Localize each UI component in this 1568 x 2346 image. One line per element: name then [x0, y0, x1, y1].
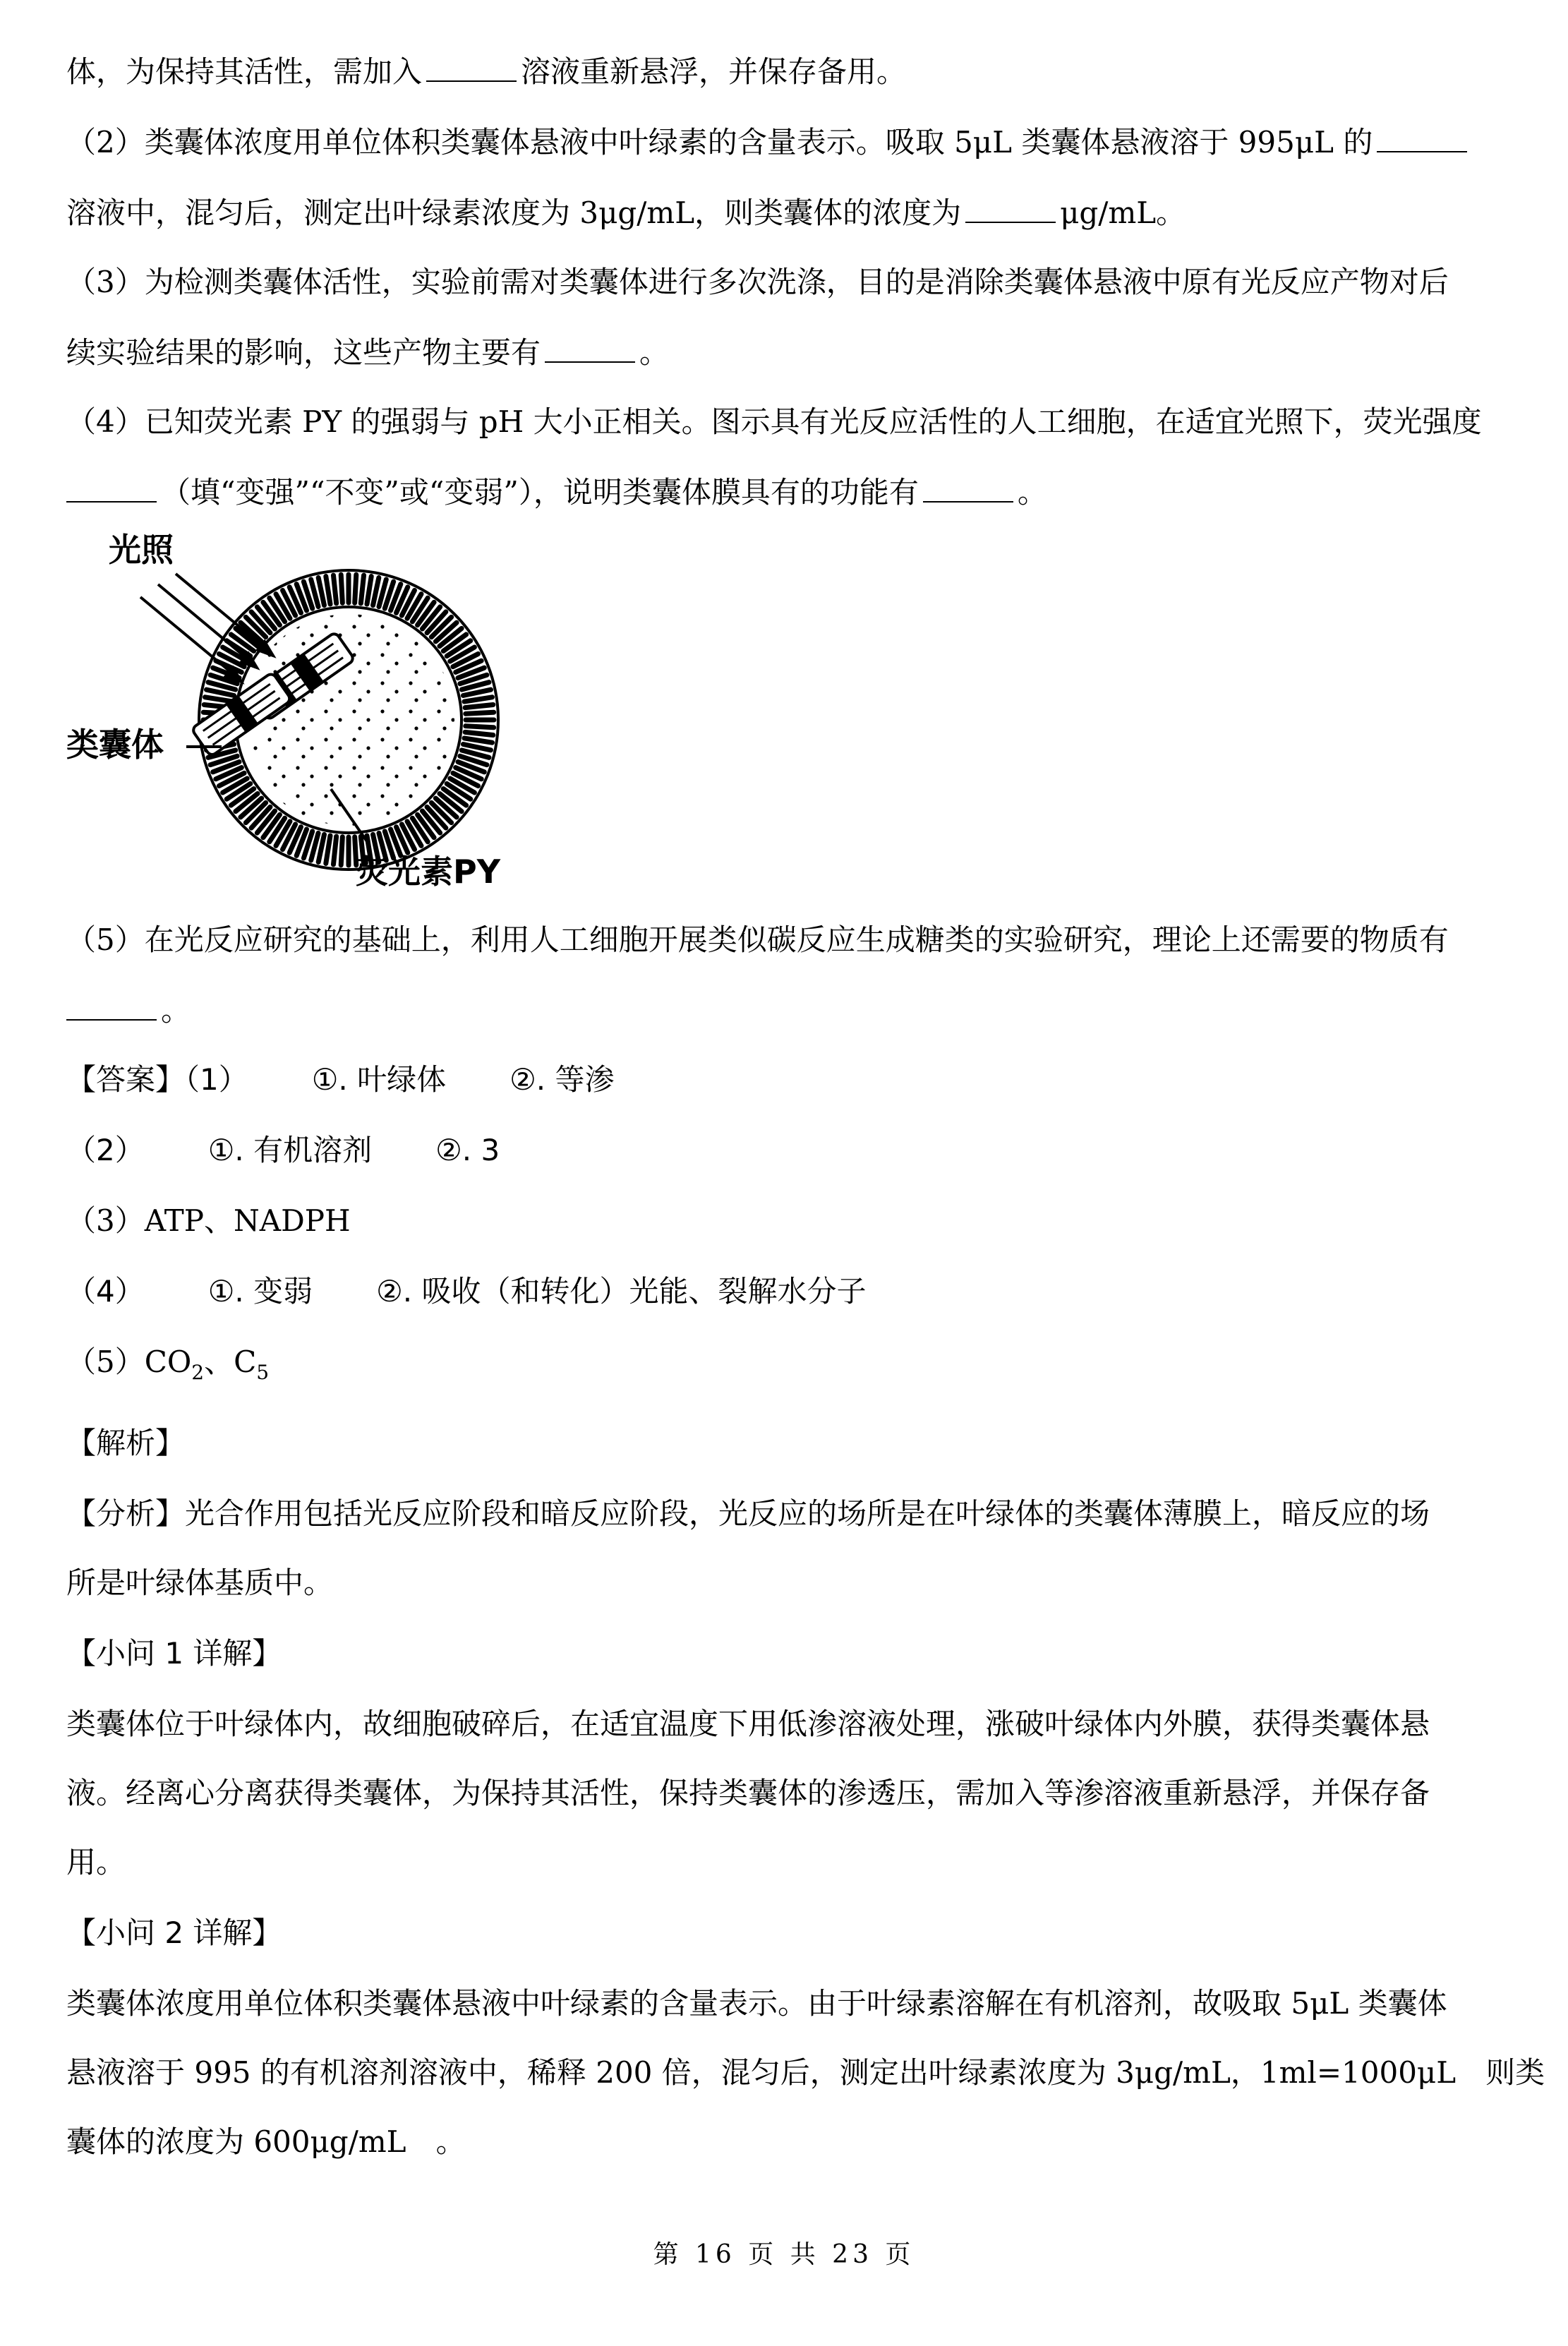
- subscript: 5: [256, 1361, 270, 1384]
- lipid-stroke: [464, 697, 493, 702]
- lipid-stroke: [326, 836, 330, 864]
- q1-continuation: [66, 49, 1506, 93]
- q4-line-2: [66, 470, 1506, 514]
- text-span: 。: [161, 993, 191, 1028]
- analysis-line: 用。: [66, 1845, 126, 1879]
- analysis-line: 【分析】光合作用包括光反应阶段和暗反应阶段，光反应的场所是在叶绿体的类囊体薄膜上，暗反应的场: [66, 1496, 1430, 1531]
- lipid-stroke: [466, 712, 494, 714]
- text-span: ①. 叶绿体: [311, 1062, 447, 1097]
- text-span: （填“变强”“不变”或“变弱”），说明类囊体膜具有的功能有: [161, 475, 919, 510]
- answer-line-2: [66, 1129, 1506, 1172]
- document-page: [66, 49, 1545, 2163]
- text-span: ①. 有机溶剂: [207, 1133, 373, 1167]
- answer-line-3: （3）ATP、NADPH: [66, 1203, 351, 1238]
- sub1-heading: 【小问 1 详解】: [66, 1636, 282, 1671]
- analysis-line: 液。经离心分离获得类囊体，为保持其活性，保持类囊体的渗透压，需加入等渗溶液重新悬浮，并保存备: [66, 1776, 1430, 1810]
- analysis-line: 类囊体浓度用单位体积类囊体悬液中叶绿素的含量表示。由于叶绿素溶解在有机溶剂，故吸取 5μL 类囊体: [66, 1986, 1447, 2021]
- lipid-stroke: [466, 726, 494, 728]
- analysis-line: 类囊体位于叶绿体内，故细胞破碎后，在适宜温度下用低渗溶液处理，涨破叶绿体内外膜，获得类囊体悬: [66, 1707, 1430, 1741]
- text-span: ①. 变弱: [207, 1274, 313, 1309]
- answer-blank: [545, 330, 635, 363]
- analysis-line: 囊体的浓度为 600μg/mL 。: [66, 2124, 466, 2159]
- answer-blank: [426, 49, 517, 82]
- answer-blank: [66, 988, 157, 1021]
- text-span: 体，为保持其活性，需加入: [66, 54, 423, 89]
- subscript: 2: [191, 1361, 205, 1384]
- analysis-line: 悬液溶于 995 的有机溶剂溶液中，稀释 200 倍，混匀后，测定出叶绿素浓度为 3μg/mL，1ml=1000μL 则类: [66, 2055, 1545, 2090]
- q5-line-1: （5）在光反应研究的基础上，利用人工细胞开展类似碳反应生成糖类的实验研究，理论上还需要的物质有: [66, 922, 1449, 957]
- thylakoid-label: 类囊体: [66, 726, 164, 764]
- answer-blank: [66, 470, 157, 503]
- text-span: μg/mL。: [1060, 196, 1186, 230]
- text-span: 、C: [204, 1345, 257, 1379]
- lipid-stroke: [326, 577, 330, 605]
- fluorescein-dots: [243, 614, 454, 826]
- q4-line-1: （4）已知荧光素 PY 的强弱与 pH 大小正相关。图示具有光反应活性的人工细胞，在适宜光照下，荧光强度: [66, 404, 1482, 439]
- text-span: （4）: [66, 1274, 145, 1309]
- lipid-stroke: [464, 738, 493, 742]
- q3-line-1: （3）为检测类囊体活性，实验前需对类囊体进行多次洗涤，目的是消除类囊体悬液中原有光反应产物对后: [66, 265, 1449, 299]
- answer-line-5: [66, 1341, 1506, 1394]
- page-footer: 第 16 页 共 23 页: [653, 2240, 915, 2269]
- answer-blank: [965, 191, 1056, 223]
- answer-blank: [1377, 120, 1467, 152]
- text-span: 续实验结果的影响，这些产物主要有: [66, 335, 541, 370]
- text-span: 溶液重新悬浮，并保存备用。: [521, 54, 907, 89]
- lipid-stroke: [355, 575, 356, 603]
- text-span: 。: [1017, 475, 1047, 510]
- fluorescein-label: 荧光素PY: [356, 853, 501, 891]
- lipid-stroke: [367, 577, 371, 605]
- answer-heading: 【答案】（1）: [66, 1062, 248, 1097]
- answer-line-1: [66, 1059, 1506, 1101]
- text-span: 。: [639, 335, 670, 370]
- lipid-stroke: [341, 837, 342, 865]
- lipid-stroke: [465, 732, 493, 735]
- q2-line-2: [66, 191, 1506, 234]
- text-span: （2）类囊体浓度用单位体积类囊体悬液中叶绿素的含量表示。吸取 5μL 类囊体悬液溶于 995μL 的: [66, 125, 1373, 160]
- lipid-stroke: [205, 697, 234, 702]
- answer-line-4: [66, 1270, 1506, 1313]
- lipid-stroke: [465, 704, 493, 707]
- answer-blank: [923, 470, 1013, 503]
- q2-line-1: [66, 120, 1506, 164]
- lipid-stroke: [333, 836, 336, 865]
- lipid-stroke: [361, 575, 363, 603]
- text-span: （5）CO: [66, 1345, 192, 1379]
- text-span: ②. 3: [435, 1133, 500, 1167]
- artificial-cell-figure: [66, 535, 546, 902]
- lipid-stroke: [333, 575, 336, 603]
- q5-line-2: [66, 988, 1506, 1032]
- analysis-heading: 【解析】: [66, 1426, 186, 1460]
- text-span: 溶液中，混匀后，测定出叶绿素浓度为 3μg/mL，则类囊体的浓度为: [66, 196, 962, 230]
- analysis-line: 所是叶绿体基质中。: [66, 1565, 334, 1600]
- text-span: （2）: [66, 1133, 145, 1167]
- lipid-stroke: [341, 575, 342, 603]
- sub2-heading: 【小问 2 详解】: [66, 1915, 282, 1950]
- text-span: ②. 等渗: [509, 1062, 615, 1097]
- thylakoid-diagram: [66, 531, 546, 902]
- text-span: ②. 吸收（和转化）光能、裂解水分子: [376, 1274, 867, 1309]
- light-label: 光照: [109, 531, 174, 569]
- q3-line-2: [66, 330, 1506, 374]
